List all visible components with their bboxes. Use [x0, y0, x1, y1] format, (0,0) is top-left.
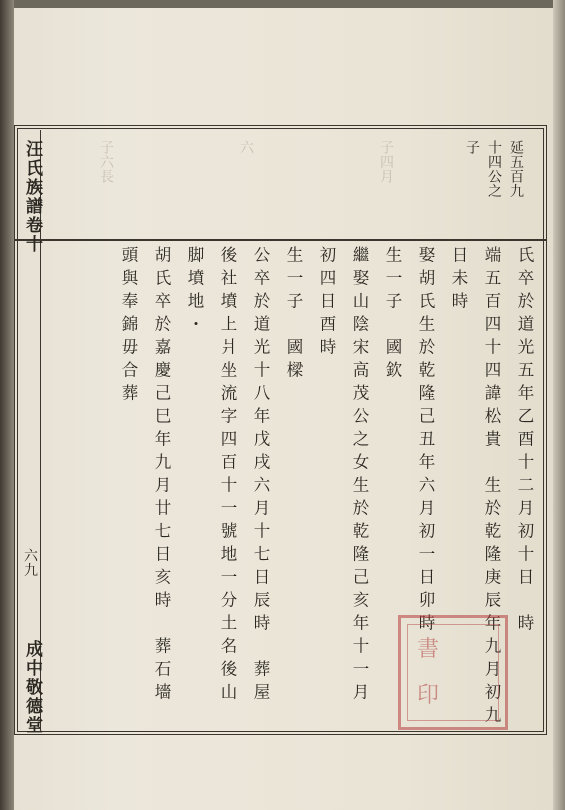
scan-top-edge — [0, 0, 565, 8]
text-column-5: 生一子 國欽 — [383, 246, 402, 384]
book-title: 汪氏族譜卷十 — [22, 140, 42, 254]
seal-character: 書 — [417, 637, 440, 662]
text-column-8: 生一子 國樑 — [284, 246, 303, 384]
book-spine — [0, 0, 14, 810]
collector-seal — [398, 615, 508, 730]
header-rule — [14, 239, 547, 241]
text-column-4: 娶胡氏生於乾隆己丑年六月初一日卯時 — [416, 246, 435, 637]
text-column-11: 脚墳地・ — [185, 246, 204, 338]
text-column-12: 胡氏卒於嘉慶己巳年九月廿七日亥時 葬石墻 — [152, 246, 171, 706]
bleed-through-text: 子六長 — [98, 140, 114, 184]
text-column-3: 日未時 — [449, 246, 468, 315]
seal-character: 印 — [417, 683, 440, 708]
text-column-2: 端五百四十四諱松貴 生於乾隆庚辰年九月初九 — [482, 246, 501, 729]
text-column-1: 氏卒於道光五年乙酉十二月初十日 時 — [515, 246, 534, 637]
top-cell-line-1: 延五百九 — [508, 140, 524, 198]
bleed-through-text: 六 — [238, 140, 254, 155]
page-edge — [553, 0, 565, 810]
hall-name: 成中敬德堂 — [22, 640, 42, 735]
text-column-10: 後社墳上爿坐流字四百十一號地一分土名後山 — [218, 246, 237, 706]
bleed-through-text: 子四月 — [378, 140, 394, 184]
text-column-7: 初四日酉時 — [317, 246, 336, 361]
text-column-9: 公卒於道光十八年戊戌六月十七日辰時 葬屋 — [251, 246, 270, 706]
text-column-6: 繼娶山陰宋高茂公之女生於乾隆己亥年十一月 — [350, 246, 369, 706]
text-column-13: 頭與奉錦毋合葬 — [119, 246, 138, 407]
page-number: 六九 — [22, 548, 38, 577]
top-cell-line-2: 十四公之 — [486, 140, 502, 198]
top-cell-line-3: 子 — [464, 140, 480, 155]
